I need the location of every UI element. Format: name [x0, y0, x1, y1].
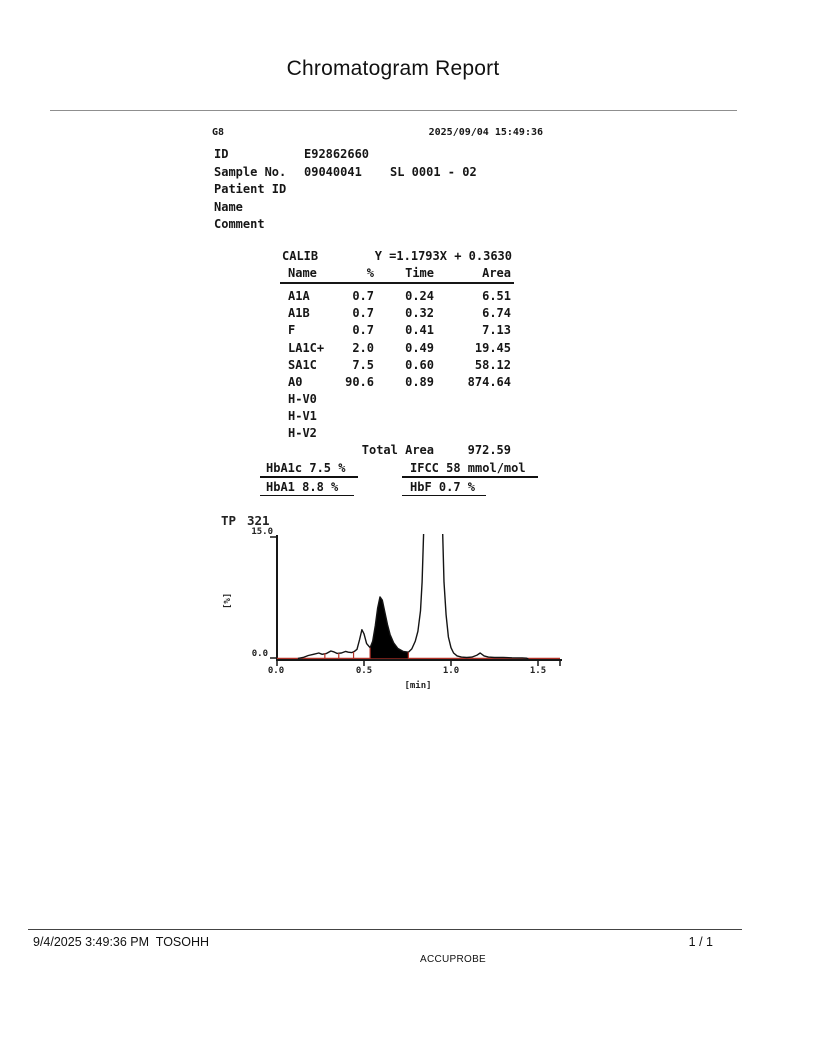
device-header	[212, 127, 543, 138]
table-row	[280, 375, 511, 390]
x-tick-0: 0.0	[267, 666, 285, 676]
cell-area: 58.12	[474, 358, 511, 372]
table-header-rule	[280, 282, 514, 284]
patient-id-label: Patient ID	[214, 182, 287, 196]
cell-area: 874.64	[467, 375, 511, 389]
cell-pct: 0.7	[352, 306, 374, 320]
cell-name: SA1C	[288, 358, 317, 372]
table-header	[280, 266, 511, 281]
page-number: 1 / 1	[688, 935, 713, 949]
result-hba1: HbA1 8.8 %	[260, 480, 354, 496]
page-title: Chromatogram Report	[286, 57, 500, 80]
footer-datetime: 9/4/2025 3:49:36 PM TOSOHH	[33, 935, 210, 949]
calib-line	[282, 249, 512, 263]
table-row	[280, 392, 511, 407]
calib-equation: Y =1.1793X + 0.3630	[374, 249, 512, 263]
col-pct: %	[366, 266, 374, 280]
sample-lot-value: SL 0001 - 02	[390, 165, 477, 179]
total-area-value: 972.59	[467, 443, 511, 457]
info-row-patient	[214, 182, 304, 197]
cell-area: 6.51	[482, 289, 511, 303]
cell-name: F	[288, 323, 296, 337]
cell-pct: 2.0	[352, 341, 374, 355]
y-max-label: 15.0	[251, 527, 273, 537]
cell-name: A1B	[288, 306, 310, 320]
result-ifcc: IFCC 58 mmol/mol	[402, 461, 538, 478]
tp-value: 321	[247, 513, 270, 528]
y-axis-label: [%]	[223, 592, 233, 609]
cell-pct: 7.5	[352, 358, 374, 372]
cell-time: 0.24	[405, 289, 434, 303]
table-row	[280, 426, 511, 441]
cell-time: 0.41	[405, 323, 434, 337]
filled-peak-sa1c	[370, 597, 408, 659]
sample-no-label: Sample No.	[214, 165, 287, 179]
id-label: ID	[214, 147, 229, 161]
cell-name: H-V2	[288, 426, 317, 440]
cell-area: 19.45	[474, 341, 511, 355]
cell-name: A0	[288, 375, 303, 389]
total-area-row	[280, 443, 511, 457]
cell-pct: 0.7	[352, 289, 374, 303]
cell-name: H-V0	[288, 392, 317, 406]
total-area-label: Total Area	[361, 443, 434, 457]
col-time: Time	[405, 266, 434, 280]
header-divider	[50, 110, 737, 111]
col-name: Name	[288, 266, 317, 280]
x-tick-2: 1.0	[442, 666, 460, 676]
table-row	[280, 289, 511, 304]
x-axis-label: [min]	[404, 681, 432, 691]
report-datetime: 2025/09/04 15:49:36	[428, 127, 543, 138]
name-label: Name	[214, 200, 243, 214]
tp-label: TP	[221, 513, 237, 528]
info-row-name	[214, 200, 304, 215]
table-row	[280, 306, 511, 321]
cell-time: 0.49	[405, 341, 434, 355]
x-tick-1: 0.5	[355, 666, 373, 676]
cell-time: 0.60	[405, 358, 434, 372]
cell-pct: 0.7	[352, 323, 374, 337]
cell-name: A1A	[288, 289, 310, 303]
table-row	[280, 409, 511, 424]
chromatogram-svg	[218, 513, 578, 703]
cell-time: 0.32	[405, 306, 434, 320]
cell-time: 0.89	[405, 375, 434, 389]
cell-area: 6.74	[482, 306, 511, 320]
calib-label: CALIB	[282, 249, 319, 263]
sample-no-value: 09040041	[304, 165, 362, 179]
info-row-id	[214, 147, 390, 162]
col-area: Area	[482, 266, 511, 280]
x-tick-3: 1.5	[529, 666, 547, 676]
result-hbf: HbF 0.7 %	[402, 480, 486, 496]
info-row-sample	[214, 165, 477, 180]
table-row	[280, 358, 511, 373]
id-value: E92862660	[304, 147, 370, 161]
table-row	[280, 323, 511, 338]
chromatogram-trace	[298, 530, 529, 659]
comment-label: Comment	[214, 217, 265, 231]
y-min-label: 0.0	[251, 649, 268, 659]
cell-name: LA1C+	[288, 341, 325, 355]
info-row-comment	[214, 217, 304, 232]
footer-divider	[28, 929, 742, 930]
cell-pct: 90.6	[345, 375, 374, 389]
cell-name: H-V1	[288, 409, 317, 423]
footer-brand: ACCUPROBE	[419, 954, 487, 965]
cell-area: 7.13	[482, 323, 511, 337]
table-row	[280, 341, 511, 356]
result-hba1c: HbA1c 7.5 %	[260, 461, 358, 478]
device-name: G8	[212, 127, 225, 138]
